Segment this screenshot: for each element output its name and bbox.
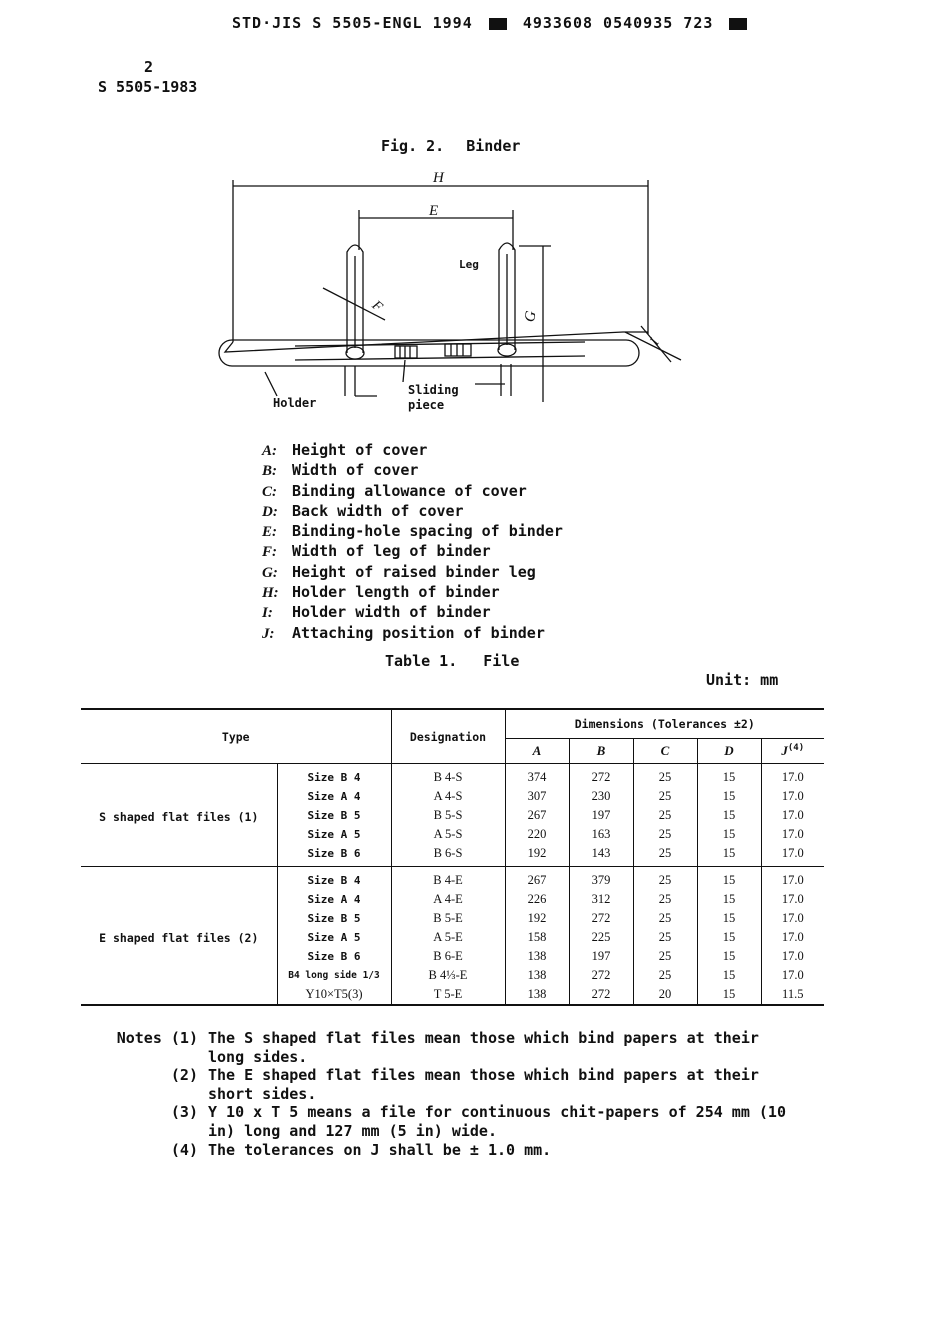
header-standard-code: STD·JIS S 5505-ENGL 1994 (232, 14, 473, 32)
figure-title (381, 137, 542, 155)
legend-item: C: Binding allowance of cover (262, 481, 527, 500)
table-row: Size A 4 A 4-S 307 230 25 15 17.0 (81, 787, 824, 806)
header-b: B (569, 739, 633, 764)
label-sliding: Sliding (408, 383, 459, 397)
legend-item: B: Width of cover (262, 461, 419, 480)
legend-item: A: Height of cover (262, 441, 428, 459)
table-row: Size A 4 A 4-E 226 312 25 15 17.0 (81, 890, 824, 909)
legend-item: D: Back width of cover (262, 501, 464, 520)
note-item: (2) The E shaped flat files mean those which bind papers at their short sides. (170, 1066, 759, 1103)
file-dimensions-table (81, 708, 824, 1006)
standard-reference: S 5505-1983 (98, 78, 198, 96)
figure-legend (262, 441, 563, 644)
table-row: S shaped flat files (1) Size B 4 B 4-S 374 272 25 15 17.0 (81, 764, 824, 788)
table-row: Size B 6 B 6-E 138 197 25 15 17.0 (81, 947, 824, 966)
label-e: E (429, 203, 439, 219)
table-row: B4 long side 1/3 B 4⅓-E 138 272 25 15 17.0 (81, 966, 824, 985)
legend-item: F: Width of leg of binder (262, 542, 491, 561)
type-cell: E shaped flat files (2) (81, 867, 277, 1006)
table-row: Size B 5 B 5-S 267 197 25 15 17.0 (81, 806, 824, 825)
legend-item: E: Binding-hole spacing of binder (262, 522, 563, 541)
legend-item: H: Holder length of binder (262, 583, 500, 602)
table-row: Size A 5 A 5-E 158 225 25 15 17.0 (81, 928, 824, 947)
document-header (232, 14, 753, 32)
note-item: (3) Y 10 x T 5 means a file for continuous chit-papers of 254 mm (10 in) long and 127 mm (5 in) wide. (170, 1103, 786, 1140)
sliding-piece (395, 344, 471, 358)
note-item: (4) The tolerances on J shall be ± 1.0 mm. (170, 1140, 552, 1159)
header-designation: Designation (391, 709, 505, 764)
redaction-block (729, 18, 747, 30)
figure-label: Fig. 2. (381, 137, 445, 155)
table-label: Table 1. (385, 652, 458, 670)
label-piece: piece (408, 398, 445, 412)
label-g: G (522, 309, 540, 324)
header-j: $J^{(4)}$ (761, 739, 824, 764)
table-row: E shaped flat files (2) Size B 4 B 4-E 267 379 25 15 17.0 (81, 867, 824, 891)
header-d: D (697, 739, 761, 764)
header-dimensions: Dimensions (Tolerances ±2) (505, 709, 824, 739)
page-number: 2 (144, 58, 154, 76)
redaction-block (489, 18, 507, 30)
table-row: Y10×T5(3) T 5-E 138 272 20 15 11.5 (81, 985, 824, 1005)
header-a: A (505, 739, 569, 764)
legend-item: G: Height of raised binder leg (262, 562, 536, 581)
table-name: File (483, 652, 520, 670)
table-title (385, 652, 545, 670)
table-row: Size B 5 B 5-E 192 272 25 15 17.0 (81, 909, 824, 928)
type-cell: S shaped flat files (1) (81, 764, 277, 867)
table-unit: Unit: mm (706, 671, 779, 689)
figure-name: Binder (466, 137, 521, 155)
label-leg: Leg (459, 258, 479, 271)
header-type: Type (81, 709, 391, 764)
table-row: Size A 5 A 5-S 220 163 25 15 17.0 (81, 825, 824, 844)
label-f: F (368, 298, 385, 316)
header-serial: 4933608 0540935 723 (522, 14, 714, 32)
note-item: Notes (1) The S shaped flat files mean those which bind papers at their long sides. (116, 1029, 759, 1066)
table-row: Size B 6 B 6-S 192 143 25 15 17.0 (81, 844, 824, 867)
header-c: C (633, 739, 697, 764)
label-h: H (433, 170, 444, 186)
table-notes (104, 1029, 788, 1159)
label-i: I (647, 336, 663, 348)
legend-item: J: Attaching position of binder (262, 623, 545, 642)
label-holder: Holder (273, 396, 317, 410)
binder-diagram (205, 170, 705, 430)
legend-item: I: Holder width of binder (262, 603, 491, 622)
